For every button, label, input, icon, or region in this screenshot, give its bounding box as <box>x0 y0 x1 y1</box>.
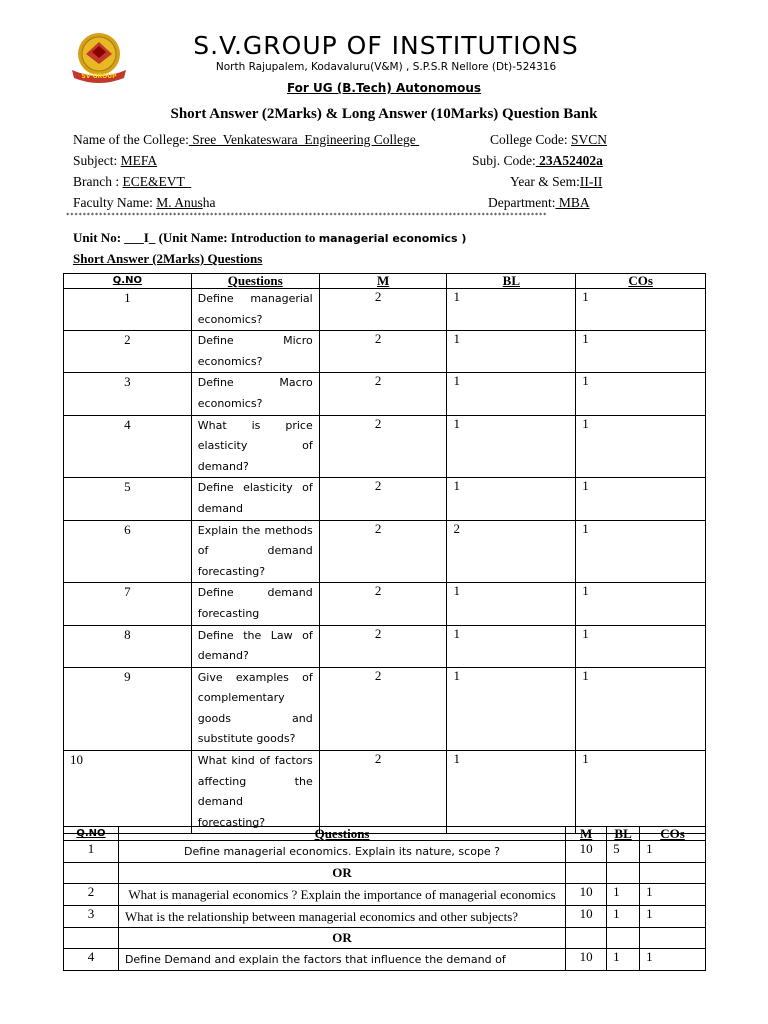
col-cos: COs <box>640 827 706 841</box>
question-cell: What is managerial economics ? Explain the importance of managerial economics <box>118 884 565 906</box>
subject-code-line: Subj. Code: 23A52402a <box>472 153 603 168</box>
co-cell: 1 <box>576 667 706 750</box>
table-row <box>64 906 706 928</box>
bl-cell: 2 <box>447 520 576 583</box>
or-row <box>64 928 706 949</box>
marks-cell: 2 <box>319 667 447 750</box>
or-row <box>64 863 706 884</box>
question-cell: Define elasticity of demand <box>191 478 319 520</box>
table-row <box>64 583 706 625</box>
long-answer-table <box>63 826 706 971</box>
year-sem-line: Year & Sem:II-II <box>510 174 603 189</box>
co-cell: 1 <box>576 331 706 373</box>
marks-cell: 10 <box>566 884 607 906</box>
institution-logo <box>64 30 134 88</box>
qno-cell: 9 <box>64 667 192 750</box>
col-questions: Questions <box>191 274 319 289</box>
faculty-line: Faculty Name: M. Anusha <box>73 195 216 210</box>
question-cell: Define Micro economics? <box>191 331 319 373</box>
logo-text: SV GROUP <box>81 73 117 80</box>
qno-cell: 1 <box>64 289 192 331</box>
col-qno: Q.NO <box>64 827 119 841</box>
co-cell: 1 <box>576 520 706 583</box>
col-bl: BL <box>607 827 640 841</box>
question-cell: What is the relationship between managerial economics and other subjects? <box>118 906 565 928</box>
co-cell: 1 <box>576 751 706 834</box>
table-row <box>64 667 706 750</box>
co-cell: 1 <box>640 949 706 971</box>
question-cell: Explain the methods of demand forecasting? <box>191 520 319 583</box>
short-answer-heading: Short Answer (2Marks) Questions <box>73 251 263 266</box>
table-row <box>64 520 706 583</box>
program-text: For UG (B.Tech) Autonomous <box>286 81 482 95</box>
marks-cell: 2 <box>319 751 447 834</box>
table-row <box>64 949 706 971</box>
co-cell: 1 <box>576 625 706 667</box>
bl-cell: 1 <box>447 289 576 331</box>
institution-name: S.V.GROUP OF INSTITUTIONS <box>193 31 579 60</box>
marks-cell: 2 <box>319 520 447 583</box>
col-marks: M <box>566 827 607 841</box>
table-row <box>64 331 706 373</box>
qno-cell: 10 <box>64 751 192 834</box>
qno-cell: 3 <box>64 373 192 415</box>
question-bank-title: Short Answer (2Marks) & Long Answer (10Marks) Question Bank <box>170 106 598 122</box>
question-cell: Define managerial economics. Explain its nature, scope ? <box>118 841 565 863</box>
question-cell: Give examples of complementary goods and substitute goods? <box>191 667 319 750</box>
co-cell: 1 <box>640 841 706 863</box>
divider-line: ********************************************************************************************************************* <box>66 212 548 219</box>
qno-cell: 2 <box>64 884 119 906</box>
qno-cell: 1 <box>64 841 119 863</box>
qno-cell: 6 <box>64 520 192 583</box>
bl-cell: 1 <box>447 667 576 750</box>
table-header-row <box>64 274 706 289</box>
qno-cell: 5 <box>64 478 192 520</box>
question-cell: Define demand forecasting <box>191 583 319 625</box>
department-line: Department: MBA <box>488 195 590 210</box>
table-row <box>64 751 706 834</box>
marks-cell: 10 <box>566 906 607 928</box>
co-cell: 1 <box>576 373 706 415</box>
bl-cell: 1 <box>607 884 640 906</box>
question-cell: Define Macro economics? <box>191 373 319 415</box>
qno-cell: 4 <box>64 415 192 478</box>
college-name-line: Name of the College: Sree Venkateswara Engineering College <box>73 132 420 147</box>
qno-cell: 2 <box>64 331 192 373</box>
question-cell: What kind of factors affecting the demand forecasting? <box>191 751 319 834</box>
bl-cell: 1 <box>447 373 576 415</box>
table-header-row <box>64 827 706 841</box>
qno-cell: 8 <box>64 625 192 667</box>
co-cell: 1 <box>640 906 706 928</box>
marks-cell: 10 <box>566 949 607 971</box>
bl-cell: 1 <box>447 751 576 834</box>
institution-address: North Rajupalem, Kodavaluru(V&M) , S.P.S.R Nellore (Dt)-524316 <box>215 61 557 73</box>
or-label: OR <box>118 928 565 949</box>
marks-cell: 10 <box>566 841 607 863</box>
table-row <box>64 841 706 863</box>
bl-cell: 1 <box>447 415 576 478</box>
co-cell: 1 <box>576 583 706 625</box>
marks-cell: 2 <box>319 478 447 520</box>
co-cell: 1 <box>576 478 706 520</box>
table-row <box>64 478 706 520</box>
short-answer-table <box>63 273 706 834</box>
branch-line: Branch : ECE&EVT <box>73 174 192 189</box>
qno-cell: 4 <box>64 949 119 971</box>
bl-cell: 1 <box>447 331 576 373</box>
marks-cell: 2 <box>319 373 447 415</box>
col-marks: M <box>319 274 447 289</box>
qno-cell: 3 <box>64 906 119 928</box>
co-cell: 1 <box>576 415 706 478</box>
col-cos: COs <box>576 274 706 289</box>
co-cell: 1 <box>640 884 706 906</box>
table-row <box>64 373 706 415</box>
college-code-line: College Code: SVCN <box>490 132 608 147</box>
table-row <box>64 884 706 906</box>
co-cell: 1 <box>576 289 706 331</box>
table-row <box>64 289 706 331</box>
bl-cell: 5 <box>607 841 640 863</box>
question-cell: What is price elasticity of demand? <box>191 415 319 478</box>
table-row <box>64 625 706 667</box>
marks-cell: 2 <box>319 583 447 625</box>
bl-cell: 1 <box>447 478 576 520</box>
bl-cell: 1 <box>607 906 640 928</box>
marks-cell: 2 <box>319 625 447 667</box>
col-questions: Questions <box>118 827 565 841</box>
unit-line: Unit No: ___I_ (Unit Name: Introduction to managerial economics ) <box>73 230 467 245</box>
col-bl: BL <box>447 274 576 289</box>
question-cell: Define managerial economics? <box>191 289 319 331</box>
qno-cell: 7 <box>64 583 192 625</box>
subject-line: Subject: MEFA <box>73 153 158 168</box>
program-line <box>0 81 768 95</box>
marks-cell: 2 <box>319 331 447 373</box>
bl-cell: 1 <box>607 949 640 971</box>
col-qno: Q.NO <box>64 274 192 289</box>
bl-cell: 1 <box>447 625 576 667</box>
or-label: OR <box>118 863 565 884</box>
table-row <box>64 415 706 478</box>
bl-cell: 1 <box>447 583 576 625</box>
question-cell: Define Demand and explain the factors that influence the demand of <box>118 949 565 971</box>
marks-cell: 2 <box>319 289 447 331</box>
marks-cell: 2 <box>319 415 447 478</box>
question-cell: Define the Law of demand? <box>191 625 319 667</box>
